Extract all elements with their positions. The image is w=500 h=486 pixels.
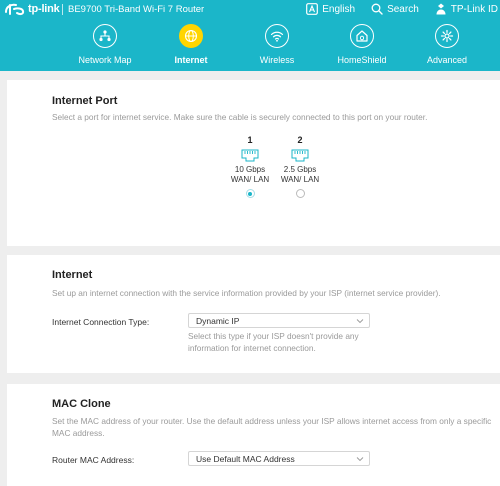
top-actions <box>290 2 498 16</box>
port-option-1[interactable] <box>225 135 275 198</box>
connection-type-select[interactable] <box>188 313 370 328</box>
wifi-icon <box>265 24 289 48</box>
gear-icon <box>435 24 459 48</box>
nav-tab-internet[interactable] <box>146 24 236 65</box>
chevron-down-icon <box>356 455 364 463</box>
header-divider <box>62 4 63 15</box>
router-mac-label: Router MAC Address: <box>52 455 135 465</box>
nav-label-advanced: Advanced <box>426 55 468 65</box>
main-nav <box>0 24 500 69</box>
nav-label-network-map: Network Map <box>78 55 132 65</box>
port-option-2[interactable] <box>275 135 325 198</box>
search-button[interactable] <box>371 3 419 15</box>
port-number: 2 <box>297 135 303 145</box>
internet-port-card <box>7 80 500 246</box>
search-label: Search <box>387 3 419 15</box>
network-map-icon <box>93 24 117 48</box>
port-radio-1[interactable] <box>246 189 255 198</box>
port-number: 1 <box>247 135 253 145</box>
mac-clone-description: Set the MAC address of your router. Use the default address unless your ISP allows internet access from only a specific MAC address. <box>52 416 492 438</box>
top-bar <box>0 0 500 18</box>
chevron-down-icon <box>356 317 364 325</box>
language-icon <box>306 3 318 15</box>
internet-title: Internet <box>52 269 93 281</box>
logo-text: tp-link <box>28 3 60 15</box>
nav-tab-wireless[interactable] <box>232 24 322 65</box>
port-selector <box>225 135 325 198</box>
search-icon <box>371 3 383 15</box>
internet-port-title: Internet Port <box>52 95 118 107</box>
internet-port-description: Select a port for internet service. Make sure the cable is securely connected to this port on your router. <box>52 112 428 122</box>
model-name: BE9700 Tri-Band Wi-Fi 7 Router <box>68 4 205 15</box>
nav-label-homeshield: HomeShield <box>337 55 387 65</box>
language-button[interactable] <box>306 3 355 15</box>
tp-link-id-icon <box>435 3 447 15</box>
tp-link-id-button[interactable] <box>435 3 498 15</box>
globe-icon <box>179 24 203 48</box>
port-radio-2[interactable] <box>296 189 305 198</box>
router-mac-select[interactable] <box>188 451 370 466</box>
tp-link-logo-icon <box>4 2 26 16</box>
nav-label-internet: Internet <box>174 55 208 65</box>
connection-type-hint: Select this type if your ISP doesn't provide any information for internet connection. <box>188 331 359 353</box>
header <box>0 0 500 71</box>
nav-tab-advanced[interactable] <box>402 24 492 65</box>
nav-label-wireless: Wireless <box>259 55 295 65</box>
mac-clone-title: MAC Clone <box>52 398 111 410</box>
internet-description: Set up an internet connection with the service information provided by your ISP (internet service provider). <box>52 288 441 298</box>
nav-tab-homeshield[interactable] <box>317 24 407 65</box>
internet-card <box>7 255 500 373</box>
ethernet-port-icon <box>241 149 259 162</box>
router-mac-value: Use Default MAC Address <box>196 453 295 464</box>
home-shield-icon <box>350 24 374 48</box>
connection-type-label: Internet Connection Type: <box>52 317 150 327</box>
port-speed-label: 10 Gbps WAN/ LAN <box>230 165 270 184</box>
connection-type-value: Dynamic IP <box>196 315 240 326</box>
ethernet-port-icon <box>291 149 309 162</box>
tp-link-id-label: TP-Link ID <box>450 3 498 15</box>
language-label: English <box>322 3 356 15</box>
mac-clone-card <box>7 384 500 486</box>
port-speed-label: 2.5 Gbps WAN/ LAN <box>280 165 320 184</box>
tp-link-logo[interactable] <box>4 2 60 16</box>
nav-tab-network-map[interactable] <box>60 24 150 65</box>
